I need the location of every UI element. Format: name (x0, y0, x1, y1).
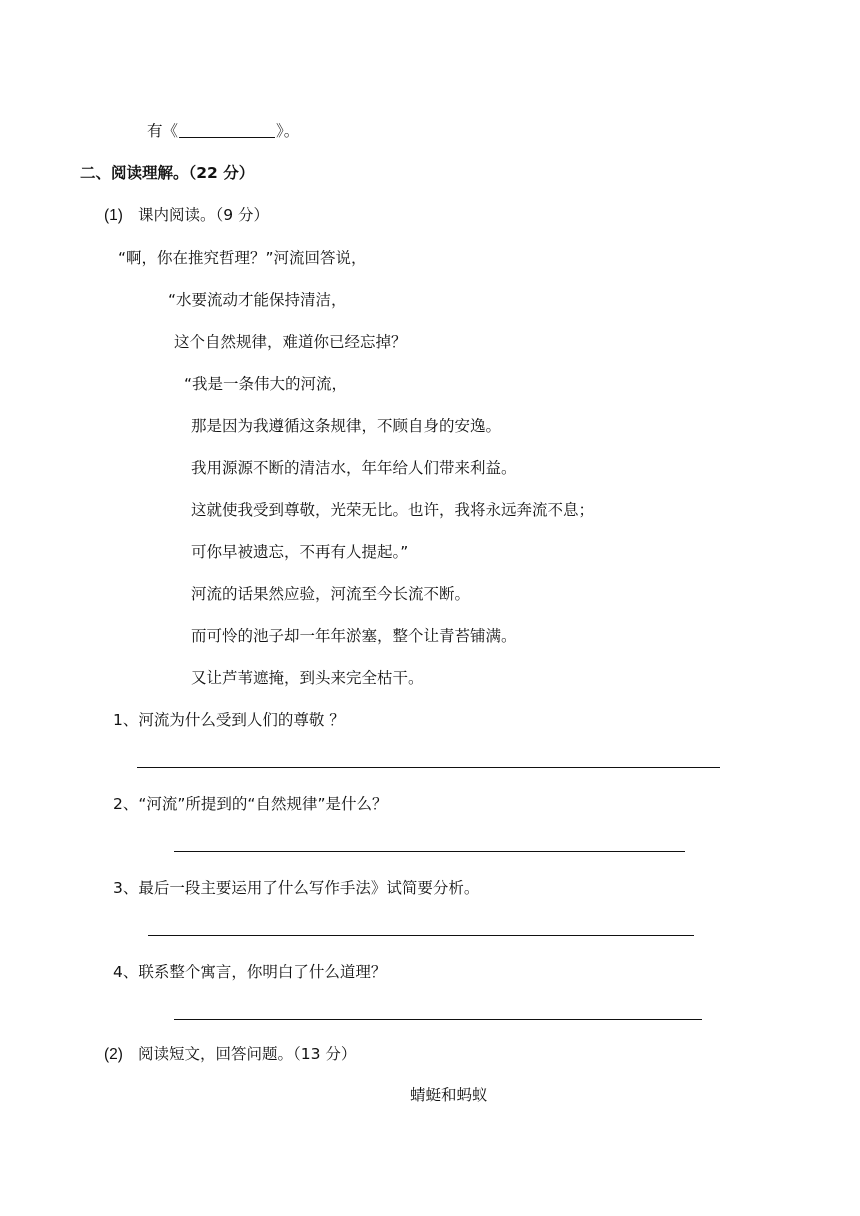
part1-heading (104, 204, 269, 227)
poem-line-8: 可你早被遗忘，不再有人提起。” (191, 543, 409, 561)
section-heading: 二、阅读理解。（22 分） (80, 164, 255, 182)
fragment-before: 有《 (147, 122, 179, 140)
poem-line-10: 而可怜的池子却一年年淤塞，整个让青苔铺满。 (191, 627, 517, 645)
question-2: 2、“河流”所提到的“自然规律”是什么？ (113, 795, 388, 813)
poem-line-1: “啊，你在推究哲理？”河流回答说， (118, 249, 367, 267)
part2-number: (2) (104, 1046, 123, 1063)
question-1: 1、河流为什么受到人们的尊敬 ？ (113, 711, 345, 729)
poem-line-9: 河流的话果然应验，河流至今长流不断。 (191, 585, 471, 603)
poem-line-6: 我用源源不断的清洁水，年年给人们带来利益。 (191, 459, 517, 477)
poem-line-3: 这个自然规律，难道你已经忘掉？ (174, 333, 407, 351)
poem-line-2: “水要流动才能保持清洁， (168, 291, 347, 309)
poem-line-11: 又让芦苇遮掩，到头来完全枯干。 (191, 669, 424, 687)
part1-number: (1) (104, 207, 123, 224)
question-4: 4、联系整个寓言，你明白了什么道理？ (113, 963, 387, 981)
answer-line-3[interactable] (148, 935, 694, 936)
answer-line-2[interactable] (174, 851, 685, 852)
passage-title: 蜻蜓和蚂蚁 (410, 1086, 488, 1104)
part1-title: 课内阅读。（9 分） (138, 206, 270, 224)
question-3: 3、最后一段主要运用了什么写作手法》试简要分析。 (113, 879, 480, 897)
fragment-after: 》。 (276, 122, 300, 140)
top-fragment (147, 120, 299, 142)
poem-line-4: “我是一条伟大的河流， (184, 375, 348, 393)
answer-line-4[interactable] (174, 1019, 702, 1020)
poem-line-7: 这就使我受到尊敬，光荣无比。也许，我将永远奔流不息； (191, 501, 595, 519)
poem-line-5: 那是因为我遵循这条规律，不顾自身的安逸。 (191, 417, 502, 435)
answer-line-1[interactable] (137, 767, 720, 768)
part2-title: 阅读短文，回答问题。（13 分） (138, 1045, 357, 1063)
part2-heading (104, 1043, 356, 1066)
answer-blank[interactable] (179, 121, 275, 138)
